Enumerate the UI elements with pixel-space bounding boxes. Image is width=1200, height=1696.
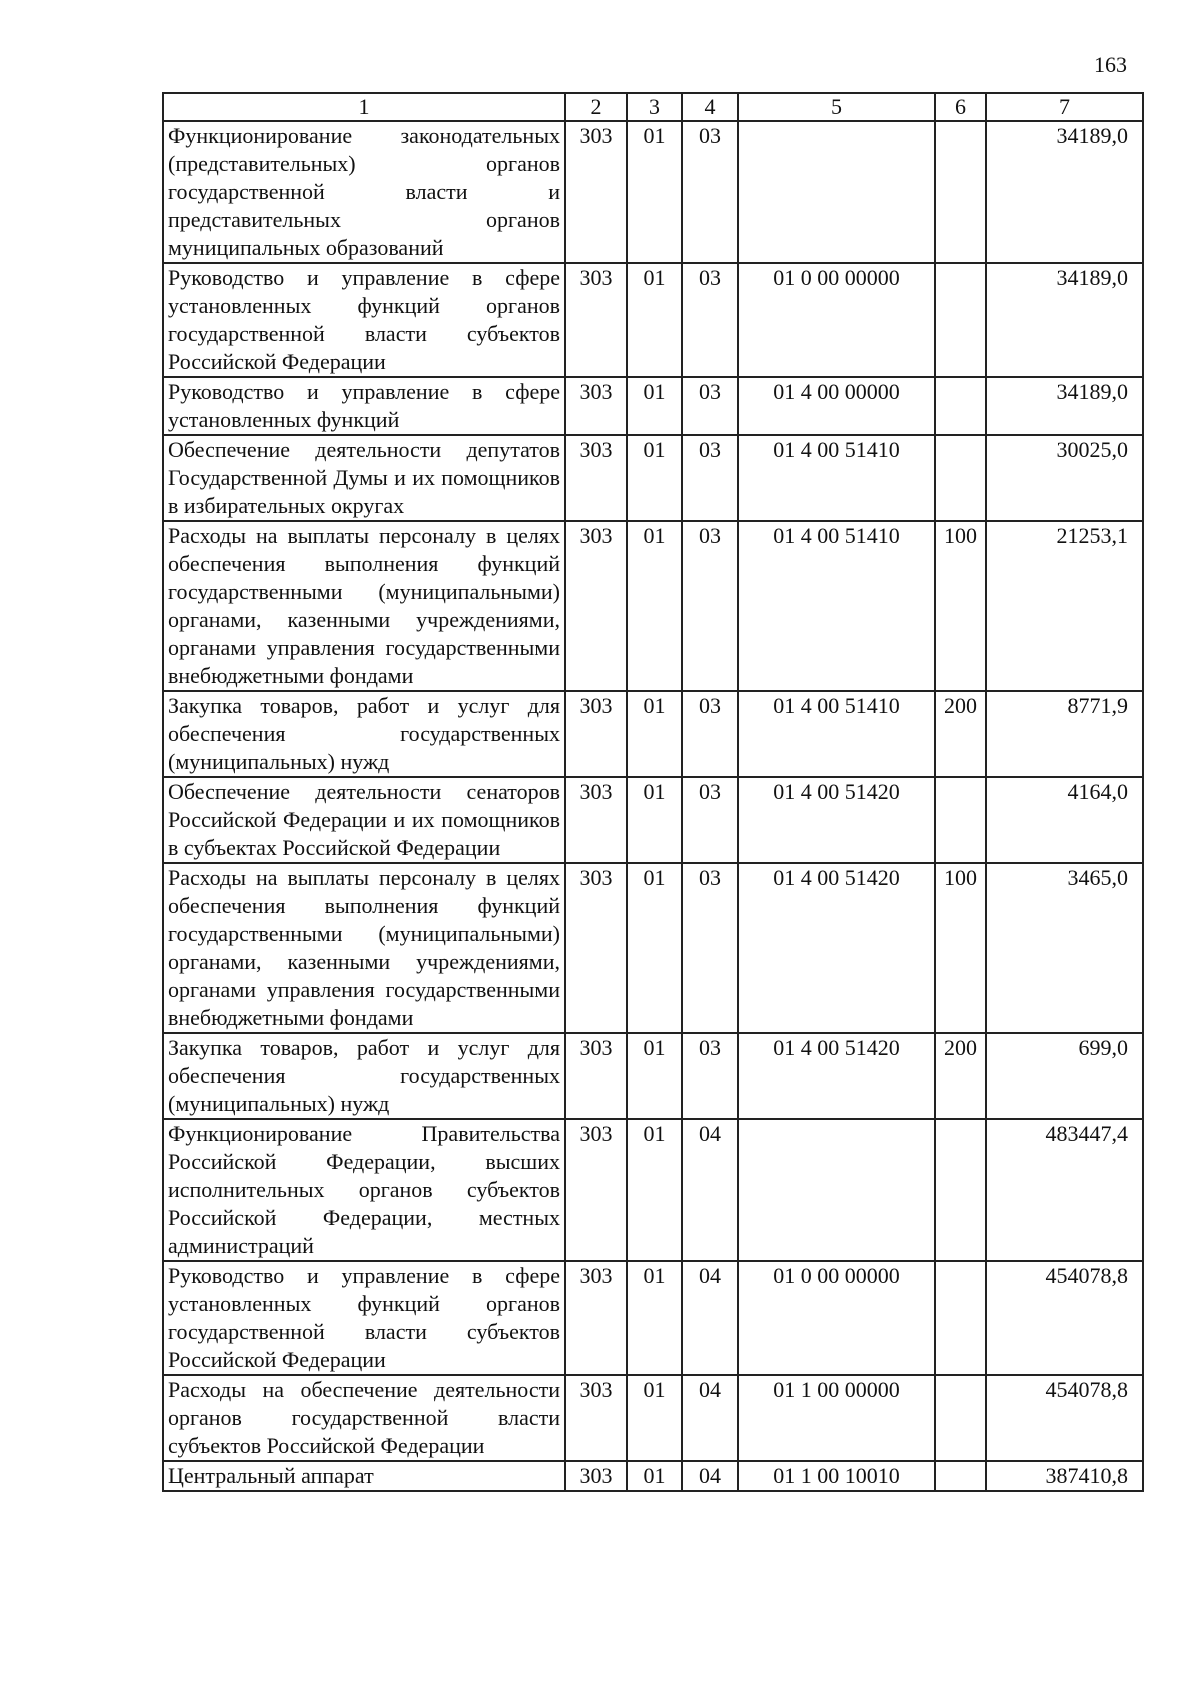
row-section: 01 [627, 521, 682, 691]
row-admin-code: 303 [565, 521, 627, 691]
row-section: 01 [627, 691, 682, 777]
header-cell: 7 [986, 93, 1143, 121]
row-subsection: 04 [682, 1375, 738, 1461]
table-row [163, 521, 1143, 691]
row-section: 01 [627, 435, 682, 521]
row-amount: 8771,9 [986, 691, 1143, 777]
row-admin-code: 303 [565, 263, 627, 377]
row-section: 01 [627, 121, 682, 263]
row-subsection: 04 [682, 1461, 738, 1491]
table-row [163, 435, 1143, 521]
table-row [163, 1261, 1143, 1375]
row-section: 01 [627, 1261, 682, 1375]
row-amount: 3465,0 [986, 863, 1143, 1033]
row-target-article: 01 4 00 51410 [738, 521, 935, 691]
row-section: 01 [627, 1119, 682, 1261]
row-target-article: 01 1 00 00000 [738, 1375, 935, 1461]
row-admin-code: 303 [565, 1461, 627, 1491]
row-section: 01 [627, 1375, 682, 1461]
row-expense-type [935, 1461, 986, 1491]
header-cell: 6 [935, 93, 986, 121]
row-description: Закупка товаров, работ и услуг для обеспечения государственных (муниципальных) нужд [163, 1033, 565, 1119]
row-amount: 483447,4 [986, 1119, 1143, 1261]
row-subsection: 04 [682, 1119, 738, 1261]
row-description: Функционирование законодательных (представительных) органов государственной власти и представительных органов муниципальных образований [163, 121, 565, 263]
row-target-article: 01 4 00 51410 [738, 435, 935, 521]
table-row [163, 1461, 1143, 1491]
row-description: Функционирование Правительства Российской Федерации, высших исполнительных органов субъектов Российской Федерации, местных администраций [163, 1119, 565, 1261]
row-description: Расходы на выплаты персоналу в целях обеспечения выполнения функций государственными (муниципальными) органами, казенными учреждениями, органами управления государственными внебюджетными фондами [163, 521, 565, 691]
row-expense-type: 200 [935, 1033, 986, 1119]
row-amount: 454078,8 [986, 1375, 1143, 1461]
table-row [163, 263, 1143, 377]
row-expense-type [935, 1375, 986, 1461]
row-target-article: 01 4 00 51420 [738, 777, 935, 863]
row-admin-code: 303 [565, 863, 627, 1033]
row-subsection: 03 [682, 863, 738, 1033]
row-section: 01 [627, 1461, 682, 1491]
row-section: 01 [627, 377, 682, 435]
row-admin-code: 303 [565, 1375, 627, 1461]
row-expense-type [935, 1119, 986, 1261]
row-admin-code: 303 [565, 377, 627, 435]
table-row [163, 691, 1143, 777]
row-target-article: 01 4 00 51420 [738, 1033, 935, 1119]
table-row [163, 1375, 1143, 1461]
row-description: Обеспечение деятельности депутатов Государственной Думы и их помощников в избирательных округах [163, 435, 565, 521]
row-expense-type [935, 1261, 986, 1375]
row-admin-code: 303 [565, 777, 627, 863]
row-subsection: 03 [682, 521, 738, 691]
row-subsection: 03 [682, 1033, 738, 1119]
row-description: Руководство и управление в сфере установленных функций органов государственной власти субъектов Российской Федерации [163, 1261, 565, 1375]
row-target-article [738, 1119, 935, 1261]
row-expense-type [935, 435, 986, 521]
header-cell: 5 [738, 93, 935, 121]
row-description: Руководство и управление в сфере установленных функций органов государственной власти субъектов Российской Федерации [163, 263, 565, 377]
row-target-article: 01 4 00 51420 [738, 863, 935, 1033]
row-target-article: 01 0 00 00000 [738, 263, 935, 377]
row-admin-code: 303 [565, 1119, 627, 1261]
row-target-article [738, 121, 935, 263]
row-amount: 4164,0 [986, 777, 1143, 863]
row-expense-type: 100 [935, 863, 986, 1033]
row-description: Обеспечение деятельности сенаторов Российской Федерации и их помощников в субъектах Российской Федерации [163, 777, 565, 863]
row-expense-type [935, 377, 986, 435]
row-amount: 34189,0 [986, 121, 1143, 263]
row-subsection: 03 [682, 777, 738, 863]
row-subsection: 03 [682, 263, 738, 377]
row-description: Центральный аппарат [163, 1461, 565, 1491]
row-amount: 699,0 [986, 1033, 1143, 1119]
table-row [163, 121, 1143, 263]
page-number: 163 [1094, 52, 1127, 77]
row-section: 01 [627, 777, 682, 863]
header-cell: 2 [565, 93, 627, 121]
row-expense-type: 100 [935, 521, 986, 691]
row-expense-type [935, 263, 986, 377]
header-row [163, 93, 1143, 121]
header-cell: 1 [163, 93, 565, 121]
row-admin-code: 303 [565, 1261, 627, 1375]
table-row [163, 1033, 1143, 1119]
row-target-article: 01 4 00 51410 [738, 691, 935, 777]
row-expense-type: 200 [935, 691, 986, 777]
table-row [163, 777, 1143, 863]
row-amount: 21253,1 [986, 521, 1143, 691]
row-amount: 30025,0 [986, 435, 1143, 521]
row-target-article: 01 0 00 00000 [738, 1261, 935, 1375]
row-subsection: 04 [682, 1261, 738, 1375]
row-target-article: 01 1 00 10010 [738, 1461, 935, 1491]
header-cell: 3 [627, 93, 682, 121]
table-row [163, 1119, 1143, 1261]
row-subsection: 03 [682, 121, 738, 263]
row-subsection: 03 [682, 435, 738, 521]
row-expense-type [935, 121, 986, 263]
row-section: 01 [627, 1033, 682, 1119]
row-admin-code: 303 [565, 121, 627, 263]
row-admin-code: 303 [565, 435, 627, 521]
row-section: 01 [627, 863, 682, 1033]
row-amount: 387410,8 [986, 1461, 1143, 1491]
row-target-article: 01 4 00 00000 [738, 377, 935, 435]
row-description: Закупка товаров, работ и услуг для обеспечения государственных (муниципальных) нужд [163, 691, 565, 777]
row-description: Расходы на выплаты персоналу в целях обеспечения выполнения функций государственными (муниципальными) органами, казенными учреждениями, органами управления государственными внебюджетными фондами [163, 863, 565, 1033]
table-row [163, 863, 1143, 1033]
row-admin-code: 303 [565, 1033, 627, 1119]
row-section: 01 [627, 263, 682, 377]
row-amount: 34189,0 [986, 263, 1143, 377]
row-subsection: 03 [682, 691, 738, 777]
header-cell: 4 [682, 93, 738, 121]
row-amount: 454078,8 [986, 1261, 1143, 1375]
row-expense-type [935, 777, 986, 863]
table-row [163, 377, 1143, 435]
budget-table [162, 92, 1144, 1492]
row-admin-code: 303 [565, 691, 627, 777]
row-description: Расходы на обеспечение деятельности органов государственной власти субъектов Российской Федерации [163, 1375, 565, 1461]
row-description: Руководство и управление в сфере установленных функций [163, 377, 565, 435]
row-amount: 34189,0 [986, 377, 1143, 435]
row-subsection: 03 [682, 377, 738, 435]
